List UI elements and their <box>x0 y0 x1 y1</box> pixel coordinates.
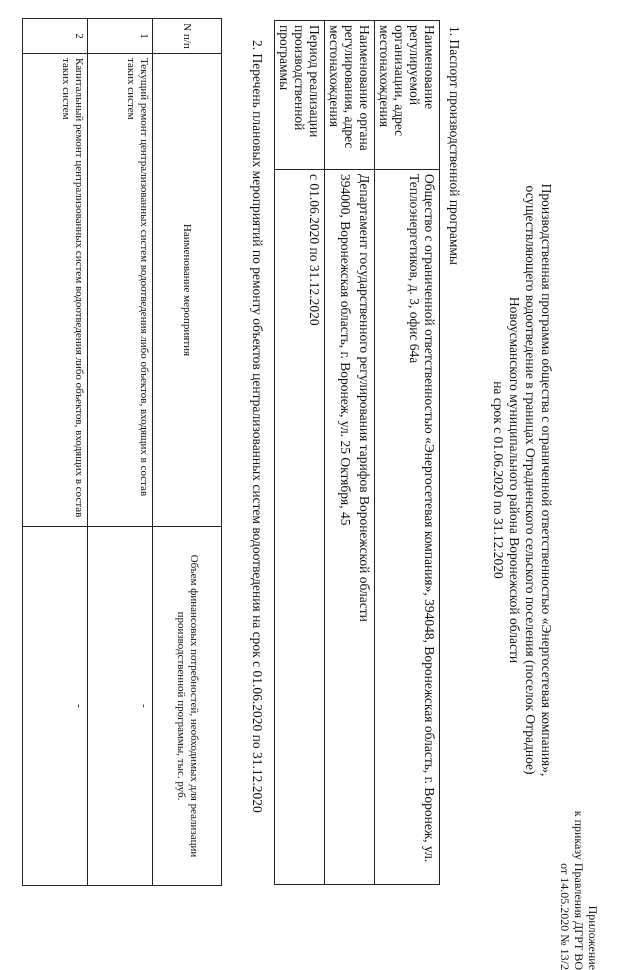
row-name: Капитальный ремонт централизованных систем водоотведения либо объектов, входящих в состав таких систем <box>23 54 88 527</box>
passport-value: с 01.06.2020 по 31.12.2020 <box>275 170 325 885</box>
passport-row <box>275 21 325 885</box>
title-line-4: на срок с 01.06.2020 по 31.12.2020 <box>491 381 506 579</box>
passport-label: Наименование регулируемой организации, адрес местонахождения <box>375 21 440 170</box>
passport-table <box>274 20 440 885</box>
header-name: Наименование мероприятия <box>153 54 222 527</box>
appendix-line-1: Приложение <box>586 905 600 970</box>
appendix-note <box>558 795 600 970</box>
passport-value: Общество с ограниченной ответственностью «Энергосетевая компания», 394048, Воронежская область, г. Воронеж, ул. Теплоэнергетиков, д. 3, офис 64а <box>375 170 440 885</box>
title-line-3: Новоусманского муниципального района Воронежской области <box>507 296 522 664</box>
appendix-line-2: к приказу Правления ДГРТ ВО <box>572 810 586 970</box>
row-num: 1 <box>88 19 153 54</box>
header-num: N п/п <box>153 19 222 54</box>
repair-events-table <box>22 18 222 886</box>
row-num: 2 <box>23 19 88 54</box>
row-name: Текущий ремонт централизованных систем водоотведения либо объектов, входящих в состав таких систем <box>88 54 153 527</box>
section2-heading: 2. Перечень плановых мероприятий по ремонту объектов централизованных систем водоотведения на срок с 01.06.2020 по 31.12.2020 <box>250 40 265 813</box>
regulator-name: Департамент государственного регулирования тарифов Воронежской области <box>357 174 372 622</box>
header-cost: Объем финансовых потребностей, необходимых для реализации производственной программы, тыс. руб. <box>153 527 222 886</box>
passport-label: Период реализации производственной программы <box>275 21 325 170</box>
passport-value <box>325 170 375 885</box>
appendix-line-3: от 14.05.2020 № 13/2 <box>558 863 572 970</box>
table-row <box>88 19 153 886</box>
regulator-address: 394000, Воронежская область, г. Воронеж, ул. 25 Октября, 45 <box>338 174 353 526</box>
table-row <box>23 19 88 886</box>
passport-row <box>375 21 440 885</box>
title-line-1: Производственная программа общества с ограниченной ответственностью «Энергосетевая компания», <box>539 183 554 777</box>
row-cost: - <box>23 527 88 886</box>
section1-heading: 1. Паспорт производственной программы <box>447 26 462 265</box>
title-line-2: осуществляющего водоотведение в границах Отрадненского сельского поселения (поселок Отрадное) <box>523 185 538 775</box>
row-cost: - <box>88 527 153 886</box>
table-header-row <box>153 19 222 886</box>
passport-label: Наименование органа регулирования, адрес местонахождения <box>325 21 375 170</box>
passport-row <box>325 21 375 885</box>
document-title <box>490 120 554 840</box>
